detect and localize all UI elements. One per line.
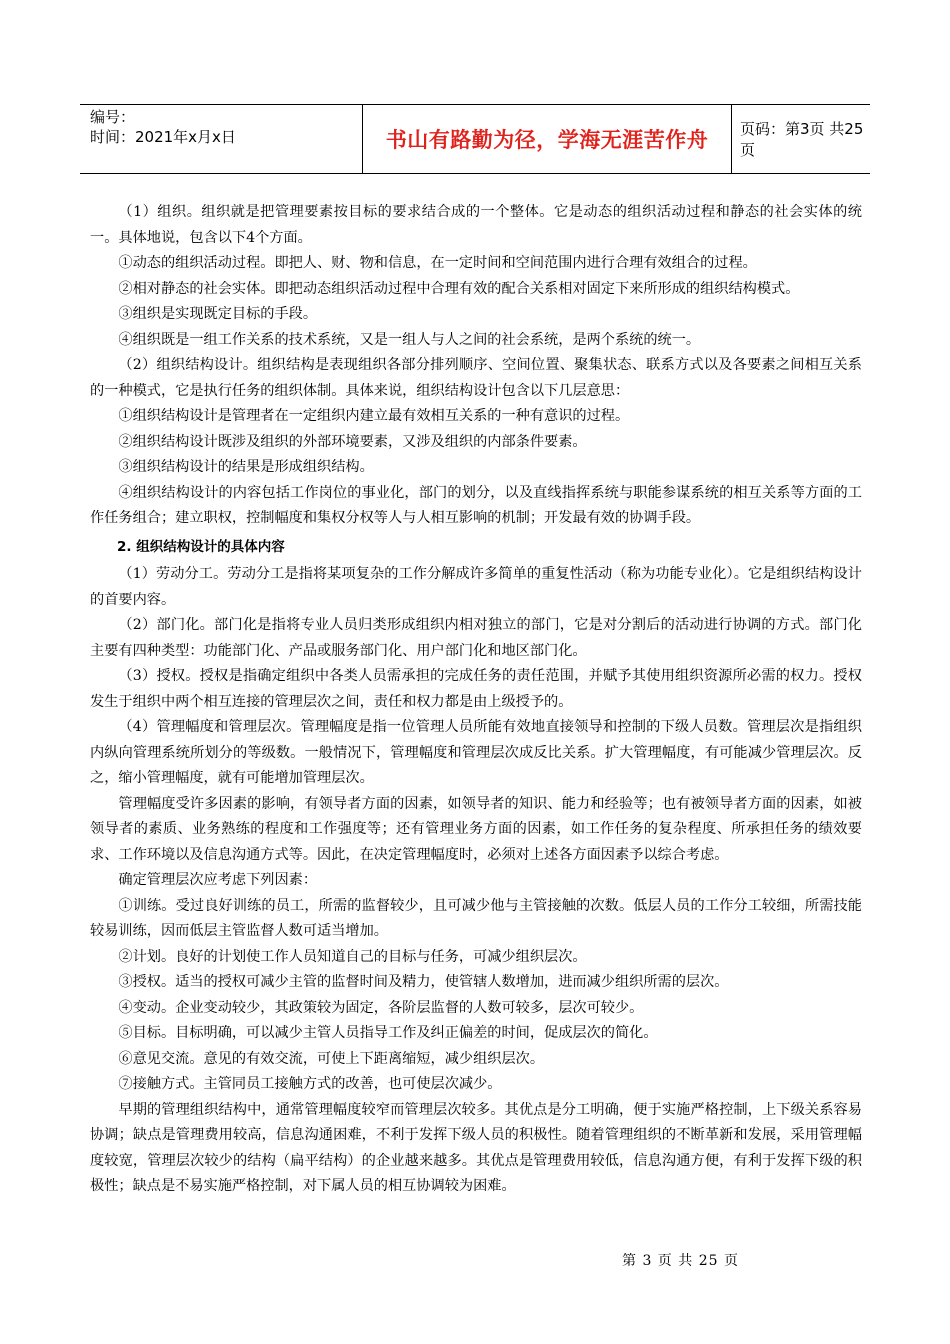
header-motto: 书山有路勤为径，学海无涯苦作舟 (385, 128, 709, 152)
page-header (80, 104, 870, 174)
paragraph: ③授权。适当的授权可减少主管的监督时间及精力，使管辖人数增加，进而减少组织所需的层次。 (118, 974, 729, 990)
paragraph: ④组织既是一组工作关系的技术系统，又是一组人与人之间的社会系统，是两个系统的统一。 (118, 331, 701, 348)
paragraph: （3）授权。授权是指确定组织中各类人员需承担的完成任务的责任范围，并赋予其使用组织资源所必需的权力。授权发生于组织中两个相互连接的管理层次之间，责任和权力都是由上级授予的。 (90, 668, 862, 710)
section-heading: 2. 组织结构设计的具体内容 (117, 538, 285, 555)
document-body (90, 200, 862, 1200)
paragraph: ⑥意见交流。意见的有效交流，可使上下距离缩短，减少组织层次。 (118, 1050, 545, 1067)
paragraph: ④变动。企业变动较少，其政策较为固定，各阶层监督的人数可较多，层次可较少。 (118, 999, 644, 1016)
paragraph: （4）管理幅度和管理层次。管理幅度是指一位管理人员所能有效地直接领导和控制的下级人员数。管理层次是指组织内纵向管理系统所划分的等级数。一般情况下，管理幅度和管理层次成反比关系。扩大管理幅度，有可能减少管理层次。反之，缩小管理幅度，就有可能增加管理层次。 (90, 719, 862, 786)
paragraph: 管理幅度受许多因素的影响，有领导者方面的因素，如领导者的知识、能力和经验等；也有被领导者方面的因素，如被领导者的素质、业务熟练的程度和工作强度等；还有管理业务方面的因素，如工作任务的复杂程度、所承担任务的绩效要求、工作环境以及信息沟通方式等。因此，在决定管理幅度时，必须对上述各方面因素予以综合考虑。 (90, 795, 862, 863)
paragraph: 确定管理层次应考虑下列因素： (118, 872, 318, 888)
paragraph: ①训练。受过良好训练的员工，所需的监督较少，且可减少他与主管接触的次数。低层人员的工作分工较细，所需技能较易训练，因而低层主管监督人数可适当增加。 (90, 897, 862, 939)
paragraph: ②相对静态的社会实体。即把动态组织活动过程中合理有效的配合关系相对固定下来所形成的组织结构模式。 (118, 280, 800, 297)
paragraph: ②计划。良好的计划使工作人员知道自己的目标与任务，可减少组织层次。 (118, 948, 587, 965)
paragraph: （1）组织。组织就是把管理要素按目标的要求结合成的一个整体。它是动态的组织活动过程和静态的社会实体的统一。具体地说，包含以下4个方面。 (90, 204, 862, 246)
page-footer: 第 3 页 共 25 页 (622, 1253, 739, 1269)
paragraph: ①动态的组织活动过程。即把人、财、物和信息，在一定时间和空间范围内进行合理有效组合的过程。 (118, 255, 757, 271)
paragraph: ①组织结构设计是管理者在一定组织内建立最有效相互关系的一种有意识的过程。 (118, 408, 630, 424)
document-number-label: 编号： (90, 108, 136, 126)
paragraph: （2）部门化。部门化是指将专业人员归类形成组织内相对独立的部门，它是对分割后的活动进行协调的方式。部门化主要有四种类型：功能部门化、产品或服务部门化、用户部门化和地区部门化。 (90, 617, 862, 659)
paragraph: （1）劳动分工。劳动分工是指将某项复杂的工作分解成许多简单的重复性活动（称为功能专业化）。它是组织结构设计的首要内容。 (90, 566, 862, 608)
paragraph: ⑦接触方式。主管同员工接触方式的改善，也可使层次减少。 (118, 1076, 502, 1092)
paragraph: ③组织是实现既定目标的手段。 (118, 306, 318, 322)
paragraph: ⑤目标。目标明确，可以减少主管人员指导工作及纠正偏差的时间，促成层次的简化。 (118, 1025, 658, 1041)
paragraph: ②组织结构设计既涉及组织的外部环境要素，又涉及组织的内部条件要素。 (118, 433, 587, 450)
paragraph: ③组织结构设计的结果是形成组织结构。 (118, 459, 374, 475)
paragraph: 早期的管理组织结构中，通常管理幅度较窄而管理层次较多。其优点是分工明确，便于实施严格控制，上下级关系容易协调；缺点是管理费用较高，信息沟通困难，不利于发挥下级人员的积极性。随着管理组织的不断革新和发展，采用管理幅度较宽，管理层次较少的结构（扁平结构）的企业越来越多。其优点是管理费用较低，信息沟通方便，有利于发挥下级的积极性；缺点是不易实施严格控制，对下属人员的相互协调较为困难。 (90, 1101, 862, 1194)
paragraph: （2）组织结构设计。组织结构是表现组织各部分排列顺序、空间位置、聚集状态、联系方式以及各要素之间相互关系的一种模式，它是执行任务的组织体制。具体来说，组织结构设计包含以下几层意思： (90, 357, 862, 399)
document-time-label: 时间：2021年x月x日 (90, 128, 236, 146)
header-page-info: 页码：第3页 共25页 (740, 120, 864, 159)
header-left (90, 107, 290, 147)
header-motto-cell (362, 105, 732, 173)
paragraph: ④组织结构设计的内容包括工作岗位的事业化，部门的划分，以及直线指挥系统与职能参谋系统的相互关系等方面的工作任务组合；建立职权，控制幅度和集权分权等人与人相互影响的机制；开发最有效的协调手段。 (90, 484, 862, 526)
